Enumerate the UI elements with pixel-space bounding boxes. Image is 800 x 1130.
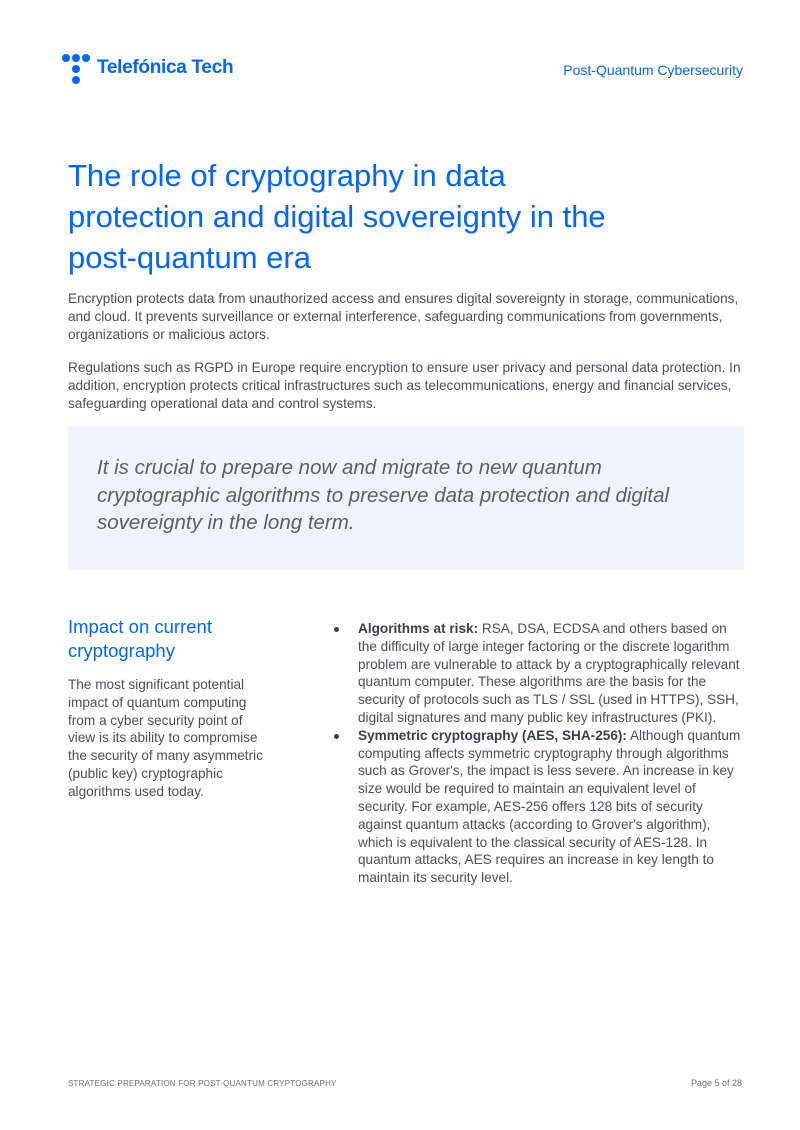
list-item [334,620,746,727]
brand-name: Telefónica Tech [97,57,234,78]
list-item [334,727,746,887]
bullet-term: Symmetric cryptography (AES, SHA-256): [358,727,627,743]
brand-logo [62,53,252,87]
bullet-text: RSA, DSA, ECDSA and others based on the difficulty of large integer factoring or the discrete logarithm problem are vulnerable to attack by a cryptographically relevant quantum computer. These algorithms are the basis for the security of protocols such as TLS / SSL (used in HTTPS), SSH, digital signatures and many public key infrastructures (PKI). [358,621,740,725]
page-header [62,53,743,87]
bullet-icon [334,627,339,632]
quote-box [68,426,744,570]
intro-paragraph: Regulations such as RGPD in Europe require encryption to ensure user privacy and personal data protection. In addition, encryption protects critical infrastructures such as telecommunications, energy and financial services, safeguarding operational data and control systems. [68,360,741,411]
bullet-icon [334,734,339,739]
page-number: Page 5 of 28 [690,1078,742,1088]
section-text: The most significant potential impact of quantum computing from a cyber security point of view is its ability to compromise the security of many asymmetric (public key) cryptographic algorithms used today. [68,677,263,799]
footer-doc-title: STRATEGIC PREPARATION FOR POST-QUANTUM CRYPTOGRAPHY [68,1079,337,1088]
section-heading: Impact on current cryptography [68,616,212,661]
bullet-term: Algorithms at risk: [358,621,479,636]
bullet-list [334,620,746,887]
bullet-text: Although quantum computing affects symmetric cryptography through algorithms such as Grover's, the impact is less severe. An increase in key size would be required to maintain an equivalent level of security. For example, AES-256 offers 128 bits of security against quantum attacks (according to Grover's algorithm), which is equivalent to the classical security of AES-128. In quantum attacks, AES requires an increase in key length to maintain its security level. [358,727,741,886]
logo-dots-icon [62,53,94,85]
section-label: Post-Quantum Cybersecurity [563,62,743,78]
intro-paragraph: Encryption protects data from unauthorized access and ensures digital sovereignty in storage, communications, and cloud. It prevents surveillance or external interference, safeguarding communications from governments, organizations or malicious actors. [68,291,739,342]
intro-section [68,290,744,428]
page-title: The role of cryptography in data protection and digital sovereignty in the post-quantum era [68,158,606,275]
pull-quote: It is crucial to prepare now and migrate to new quantum cryptographic algorithms to preserve data protection and digital sovereignty in the long term. [97,456,670,534]
